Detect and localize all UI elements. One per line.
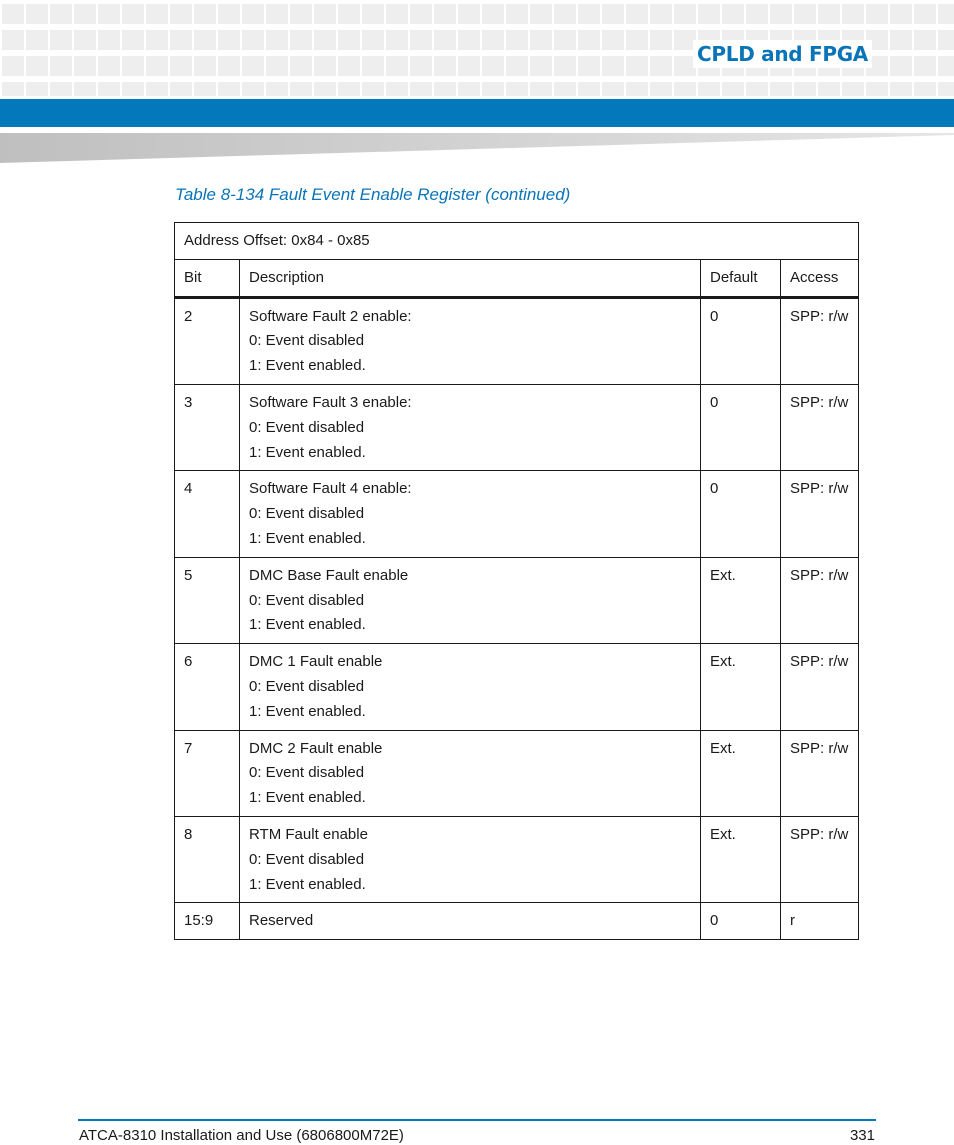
bit-cell: 6 [175, 644, 240, 730]
table-row [175, 730, 859, 816]
description-line: 0: Event disabled [249, 591, 365, 609]
description-line: 0: Event disabled [249, 505, 365, 523]
description-line: 0: Event disabled [249, 418, 365, 436]
description-line: 1: Event enabled. [249, 529, 366, 547]
description-line: 1: Event enabled. [249, 875, 366, 893]
description-line: Software Fault 4 enable: [249, 480, 412, 498]
table-row [175, 816, 859, 902]
column-header-description: Description [240, 259, 701, 297]
table-row [175, 297, 859, 384]
table-row [175, 644, 859, 730]
description-cell [240, 816, 701, 902]
description-cell [240, 471, 701, 557]
description-line: Software Fault 2 enable: [249, 307, 412, 325]
description-cell [240, 384, 701, 470]
description-line: 0: Event disabled [249, 677, 365, 695]
bit-cell: 5 [175, 557, 240, 643]
description-line: 1: Event enabled. [249, 789, 366, 807]
access-cell: SPP: r/w [781, 297, 859, 384]
bit-cell: 8 [175, 816, 240, 902]
default-cell: 0 [701, 903, 781, 940]
description-cell [240, 297, 701, 384]
access-cell: r [781, 903, 859, 940]
header-blue-bar [0, 99, 954, 127]
table-caption: Table 8-134 Fault Event Enable Register (continued) [175, 185, 571, 204]
page-number: 331 [849, 1127, 875, 1144]
column-header-access: Access [781, 259, 859, 297]
description-line: Software Fault 3 enable: [249, 393, 412, 411]
access-cell: SPP: r/w [781, 644, 859, 730]
description-line: DMC Base Fault enable [249, 566, 409, 584]
description-line: 1: Event enabled. [249, 702, 366, 720]
description-line: 0: Event disabled [249, 764, 365, 782]
footer-rule [78, 1119, 876, 1121]
default-cell: Ext. [701, 644, 781, 730]
description-cell [240, 557, 701, 643]
bit-cell: 3 [175, 384, 240, 470]
description-cell [240, 903, 701, 940]
bit-cell: 15:9 [175, 903, 240, 940]
table-row [175, 384, 859, 470]
default-cell: Ext. [701, 557, 781, 643]
header-row [175, 259, 859, 297]
default-cell: 0 [701, 384, 781, 470]
default-cell: Ext. [701, 816, 781, 902]
description-line: RTM Fault enable [249, 825, 368, 843]
description-line: 1: Event enabled. [249, 443, 366, 461]
bit-cell: 7 [175, 730, 240, 816]
table-row [175, 557, 859, 643]
description-line: DMC 2 Fault enable [249, 739, 383, 757]
description-line: Reserved [249, 912, 314, 930]
description-cell [240, 730, 701, 816]
bit-cell: 2 [175, 297, 240, 384]
column-header-bit: Bit [175, 259, 240, 297]
description-line: 1: Event enabled. [249, 357, 366, 375]
access-cell: SPP: r/w [781, 730, 859, 816]
table-row [175, 903, 859, 940]
description-cell [240, 644, 701, 730]
address-row [175, 223, 859, 260]
access-cell: SPP: r/w [781, 557, 859, 643]
table-row [175, 471, 859, 557]
address-offset: Address Offset: 0x84 - 0x85 [175, 223, 859, 260]
bit-cell: 4 [175, 471, 240, 557]
default-cell: 0 [701, 471, 781, 557]
column-header-default: Default [701, 259, 781, 297]
header-gray-wedge [0, 127, 954, 163]
access-cell: SPP: r/w [781, 816, 859, 902]
access-cell: SPP: r/w [781, 471, 859, 557]
default-cell: Ext. [701, 730, 781, 816]
description-line: 0: Event disabled [249, 850, 365, 868]
footer-document-title: ATCA-8310 Installation and Use (6806800M72E) [79, 1127, 404, 1144]
register-table [174, 222, 859, 940]
description-line: DMC 1 Fault enable [249, 653, 383, 671]
section-title: CPLD and FPGA [693, 40, 872, 68]
description-line: 0: Event disabled [249, 332, 365, 350]
access-cell: SPP: r/w [781, 384, 859, 470]
description-line: 1: Event enabled. [249, 616, 366, 634]
default-cell: 0 [701, 297, 781, 384]
